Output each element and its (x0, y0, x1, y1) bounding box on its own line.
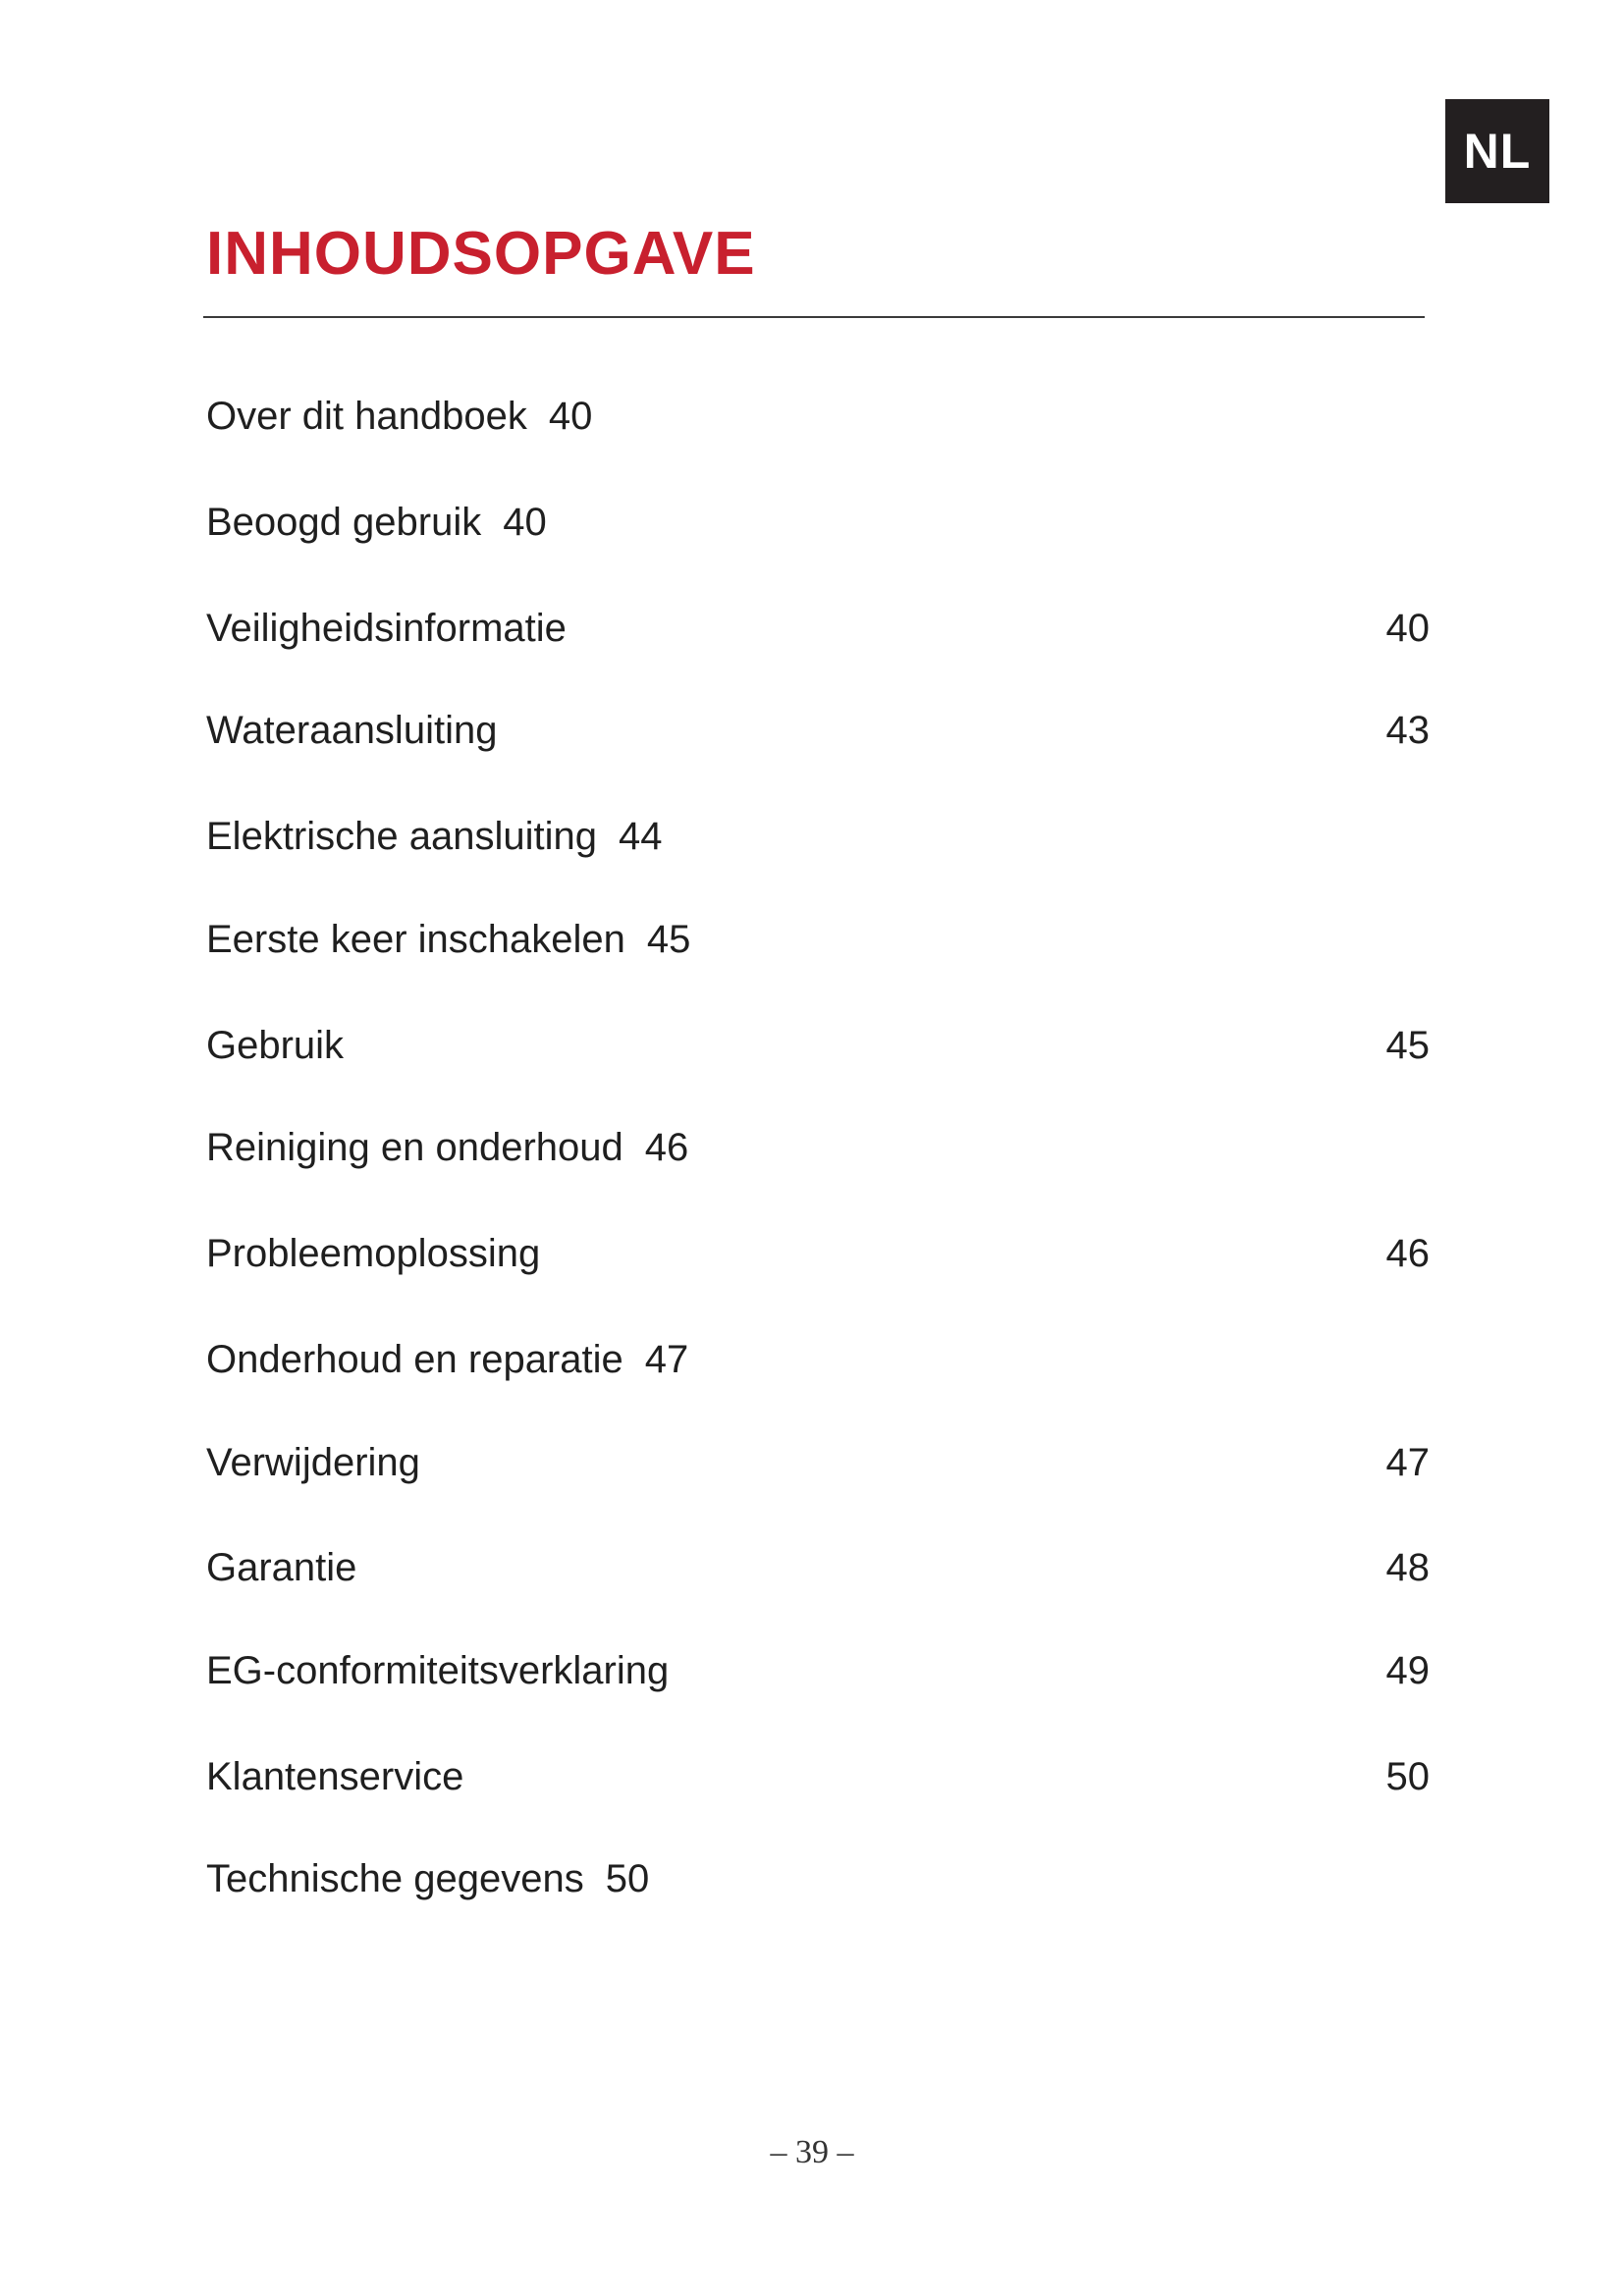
toc-entry-title: Over dit handboek (206, 395, 527, 438)
page-number: – 39 – (770, 2134, 854, 2170)
toc-entry-title: Verwijdering (206, 1441, 420, 1484)
toc-entry-title: Garantie (206, 1546, 357, 1589)
toc-entry[interactable] (206, 387, 592, 446)
toc-entry[interactable] (206, 1330, 688, 1389)
toc-entry[interactable] (206, 910, 690, 969)
toc-entry[interactable] (206, 1849, 649, 1908)
toc-entry-page: 44 (619, 815, 663, 858)
toc-entry-page: 46 (644, 1126, 689, 1169)
toc-entry[interactable] (206, 1118, 688, 1177)
toc-entry-title: Technische gegevens (206, 1857, 584, 1900)
toc-entry[interactable] (206, 1747, 1430, 1806)
toc-entry[interactable] (206, 1224, 1430, 1283)
toc-entry[interactable] (206, 599, 1430, 658)
toc-entry[interactable] (206, 1433, 1430, 1492)
toc-entry-page: 48 (1385, 1546, 1430, 1589)
toc-entry[interactable] (206, 701, 1430, 760)
toc-entry-title: EG-conformiteitsverklaring (206, 1649, 670, 1692)
toc-entry-page: 46 (1385, 1232, 1430, 1275)
toc-entry[interactable] (206, 807, 663, 866)
toc-entry-title: Veiligheidsinformatie (206, 607, 567, 650)
toc-entry-title: Klantenservice (206, 1755, 464, 1798)
toc-entry[interactable] (206, 1538, 1430, 1597)
toc-entry-page: 47 (644, 1338, 689, 1381)
page-title: INHOUDSOPGAVE (206, 220, 756, 288)
toc-entry-page: 40 (503, 501, 547, 544)
title-divider (203, 316, 1425, 318)
language-badge: NL (1445, 99, 1549, 203)
toc-entry-title: Elektrische aansluiting (206, 815, 597, 858)
toc-entry-page: 50 (1385, 1755, 1430, 1798)
toc-entry[interactable] (206, 1641, 1430, 1700)
toc-entry-title: Onderhoud en reparatie (206, 1338, 623, 1381)
toc-entry-page: 43 (1385, 709, 1430, 752)
toc-entry-title: Gebruik (206, 1024, 345, 1067)
toc-entry-title: Probleemoplossing (206, 1232, 541, 1275)
toc-entry-page: 45 (646, 918, 691, 961)
toc-entry-page: 40 (548, 395, 593, 438)
toc-entry-title: Wateraansluiting (206, 709, 498, 752)
toc-entry[interactable] (206, 493, 547, 552)
toc-entry-title: Beoogd gebruik (206, 501, 482, 544)
toc-entry-page: 47 (1385, 1441, 1430, 1484)
toc-entry-title: Eerste keer inschakelen (206, 918, 625, 961)
toc-entry-page: 50 (605, 1857, 650, 1900)
toc-entry-title: Reiniging en onderhoud (206, 1126, 623, 1169)
toc-entry[interactable] (206, 1016, 1430, 1075)
toc-entry-page: 45 (1385, 1024, 1430, 1067)
toc-entry-page: 49 (1385, 1649, 1430, 1692)
toc-entry-page: 40 (1385, 607, 1430, 650)
